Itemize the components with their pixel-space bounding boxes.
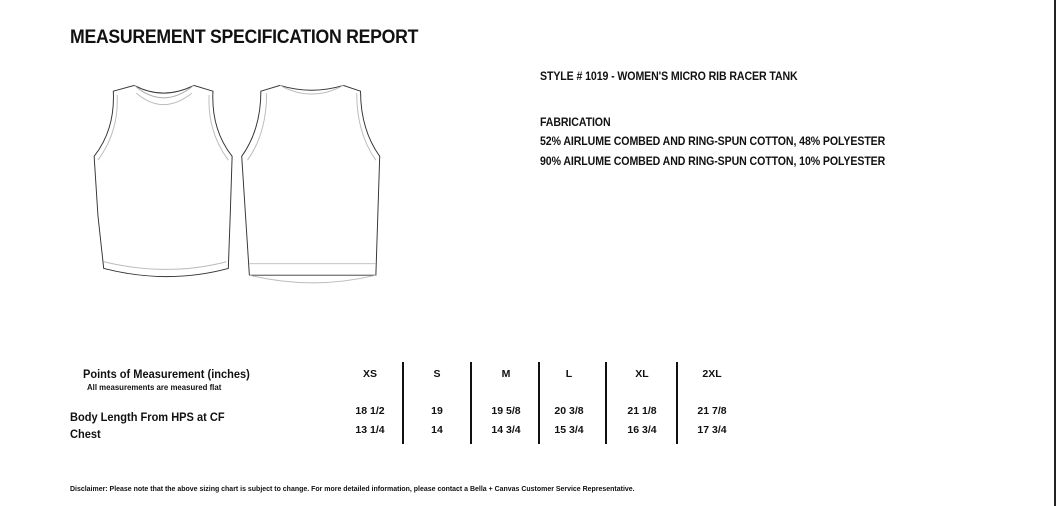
cell-chest: 16 3/4 xyxy=(627,424,657,436)
disclaimer-text: Disclaimer: Please note that the above sizing chart is subject to change. For more detailed information, please contact a Bella + Canvas Customer Service Representative. xyxy=(70,484,635,493)
size-column-l xyxy=(534,0,604,506)
size-column-m xyxy=(471,0,541,506)
cell-body-length: 21 1/8 xyxy=(627,405,657,417)
size-column-xl xyxy=(607,0,677,506)
tank-front-sketch xyxy=(94,85,232,276)
size-header: XL xyxy=(635,368,649,380)
size-column-s xyxy=(402,0,472,506)
table-title: Points of Measurement (inches) xyxy=(83,367,250,381)
size-header: L xyxy=(565,368,573,380)
size-column-xs xyxy=(335,0,405,506)
size-header: S xyxy=(433,368,441,380)
cell-chest: 14 xyxy=(431,424,443,436)
fabrication-heading: FABRICATION xyxy=(540,117,611,129)
table-subtitle: All measurements are measured flat xyxy=(87,382,222,392)
cell-body-length: 20 3/8 xyxy=(554,405,584,417)
cell-chest: 14 3/4 xyxy=(491,424,521,436)
row-label-chest: Chest xyxy=(70,427,101,441)
cell-body-length: 19 5/8 xyxy=(491,405,521,417)
report-title: MEASUREMENT SPECIFICATION REPORT xyxy=(70,27,419,48)
cell-chest: 15 3/4 xyxy=(554,424,584,436)
cell-body-length: 21 7/8 xyxy=(697,405,727,417)
row-label-body-length: Body Length From HPS at CF xyxy=(70,410,225,424)
cell-chest: 13 1/4 xyxy=(355,424,385,436)
size-header: 2XL xyxy=(702,368,722,380)
size-header: M xyxy=(501,368,511,380)
size-header: XS xyxy=(362,368,377,380)
fabrication-line: 52% AIRLUME COMBED AND RING-SPUN COTTON, 48% POLYESTER xyxy=(540,136,886,148)
cell-body-length: 19 xyxy=(431,405,443,417)
size-column-2xl xyxy=(677,0,747,506)
cell-body-length: 18 1/2 xyxy=(355,405,385,417)
cell-chest: 17 3/4 xyxy=(697,424,727,436)
style-name: STYLE # 1019 - WOMEN'S MICRO RIB RACER TANK xyxy=(540,71,798,83)
fabrication-line: 90% AIRLUME COMBED AND RING-SPUN COTTON, 10% POLYESTER xyxy=(540,156,886,168)
